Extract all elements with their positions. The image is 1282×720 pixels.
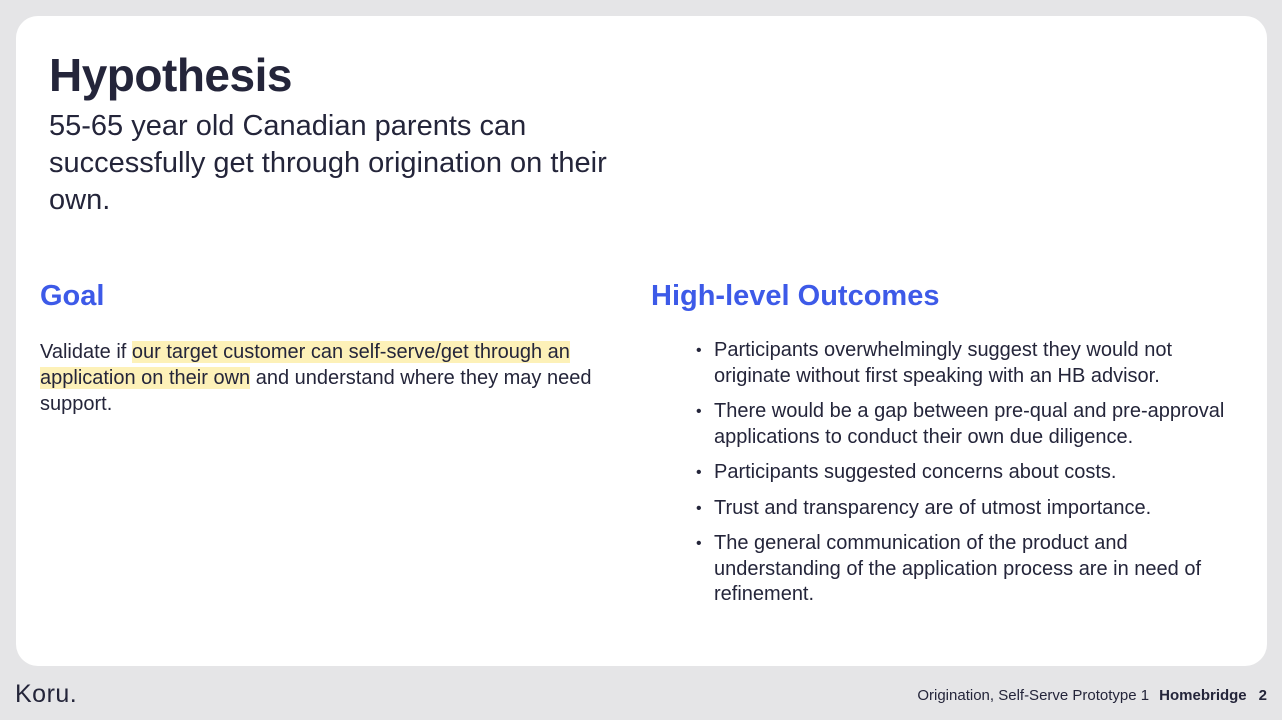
outcome-text: There would be a gap between pre-qual and pre-approval applications to conduct their own due diligence. — [714, 400, 1225, 448]
outcome-text: Participants suggested concerns about costs. — [714, 461, 1117, 483]
goal-text — [40, 339, 630, 417]
bullet-icon: • — [696, 535, 702, 552]
goal-text-after: and understand where they may need support. — [40, 367, 592, 415]
outcome-text: The general communication of the product and understanding of the application process are in need of refinement. — [714, 532, 1202, 605]
outcomes-heading: High-level Outcomes — [651, 280, 940, 312]
goal-text-highlight: our target customer can self-serve/get through an application on their own — [40, 341, 570, 389]
slide-title: Hypothesis — [49, 49, 292, 101]
outcome-item — [696, 496, 1226, 522]
footer-info — [917, 687, 1267, 704]
outcome-text: Trust and transparency are of utmost importance. — [714, 496, 1152, 519]
outcome-item — [696, 531, 1226, 608]
outcome-text: Participants overwhelmingly suggest they would not originate without first speaking with an HB advisor. — [714, 339, 1173, 387]
outcome-item — [696, 460, 1226, 486]
goal-heading: Goal — [40, 280, 105, 312]
koru-logo: Koru. — [15, 680, 78, 708]
outcome-item — [696, 399, 1226, 450]
slide-footer — [0, 672, 1282, 720]
bullet-icon: • — [696, 464, 702, 481]
slide-card — [16, 16, 1267, 666]
project-name: Origination, Self-Serve Prototype 1 — [917, 687, 1150, 704]
bullet-icon: • — [696, 342, 702, 359]
page-number: 2 — [1258, 687, 1267, 704]
goal-text-before: Validate if — [40, 341, 132, 363]
hypothesis-statement: 55-65 year old Canadian parents can successfully get through origination on their own. — [49, 110, 607, 216]
outcome-item — [696, 338, 1226, 389]
bullet-icon: • — [696, 499, 702, 517]
bullet-icon: • — [696, 403, 702, 420]
client-name: Homebridge — [1159, 687, 1247, 704]
outcomes-list — [696, 338, 1226, 618]
